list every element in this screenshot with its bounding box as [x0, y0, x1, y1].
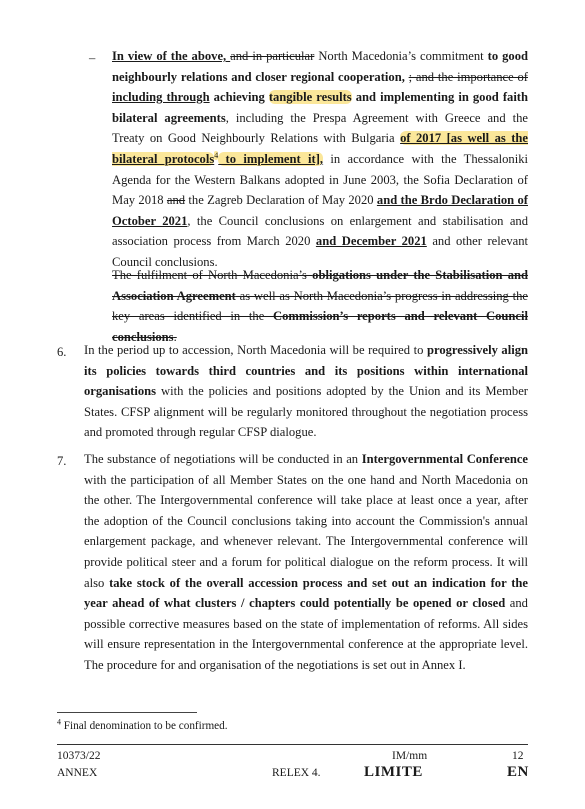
- footnote-mark: 4: [57, 717, 61, 727]
- text-run: of 2017 [as well as the bilateral protocols: [112, 131, 528, 166]
- bullet-paragraph: [112, 46, 528, 273]
- text-run: ; and the importance of: [408, 69, 528, 84]
- item-6-text: [84, 340, 528, 443]
- text-run: with the participation of all Member States on the one hand and North Macedonia on the other. The Intergovernmental conference will take place at least once a year, after the adoption of the Council conclusions taking into account the Commission's annual enlargement package, and whenever relevant. The Intergovernmental conference will provide political steer and a forum for political dialogue on the reform process. It will also: [84, 472, 528, 590]
- annex-label: ANNEX: [57, 767, 98, 779]
- text-run: achieving: [209, 90, 269, 105]
- text-run: Intergovernmental Conference: [361, 452, 529, 466]
- text-run: with the policies and positions adopted by the Union and its Member States. CFSP alignment will be regularly monitored throughout the negotiation process and promoted through regular CFSP dialogue.: [84, 384, 528, 440]
- text-run: tangible results: [268, 90, 352, 105]
- text-run: to implement it],: [218, 151, 324, 166]
- page-number: 12: [512, 750, 524, 762]
- bullet-dash: –: [89, 51, 96, 65]
- text-run: and other relevant Council conclusions.: [112, 234, 529, 269]
- text-run: Commission’s reports and relevant Council conclusions: [112, 309, 528, 344]
- text-run: , including the Prespa Agreement with Greece and the Treaty on Good Neighbourly Relations with Bulgaria: [112, 110, 528, 146]
- classification-label: LIMITE: [364, 764, 423, 780]
- text-run: including through: [112, 90, 210, 105]
- text-run: to good neighbourly relations and closer regional cooperation,: [112, 49, 528, 84]
- text-run: and: [166, 193, 186, 208]
- text-run: in accordance with the Thessaloniki Agenda for the Western Balkans adopted in June 2003, the Sofia Declaration of May 2018: [112, 151, 528, 208]
- text-run: obligations under the Stabilisation and Association Agreement: [112, 268, 529, 303]
- initials: IM/mm: [392, 750, 428, 762]
- text-run: and December 2021: [315, 234, 427, 249]
- text-run: The substance of negotiations will be conducted in an: [84, 452, 362, 466]
- text-run: In view of the above,: [112, 49, 231, 63]
- footnote-reference: 4: [214, 150, 219, 160]
- text-run: progressively align its policies towards third countries and its positions within international organisations: [84, 343, 529, 399]
- footer-divider: [57, 744, 528, 745]
- text-run: take stock of the overall accession process and set out an indication for the year ahead of what clusters / chapters could potentially be opened or closed: [84, 575, 528, 611]
- footnote-divider: [57, 712, 197, 713]
- text-run: as well as North Macedonia’s progress in addressing the key areas identified in the: [112, 288, 528, 324]
- text-run: and possible corrective measures based on the state of implementation of reforms. All sides will ensure representation in the Intergovernmental conference at the appropriate level. The procedure for and organisation of the negotiations is set out in Annex I.: [84, 596, 528, 672]
- language-code: EN: [507, 764, 529, 780]
- deleted-paragraph: [112, 265, 528, 347]
- text-run: the Zagreb Declaration of May 2020: [185, 193, 377, 208]
- text-run: and the Brdo Declaration of October 2021: [112, 193, 528, 228]
- text-run: and implementing in good faith bilateral agreements: [112, 90, 529, 125]
- item-7-text: [84, 449, 528, 676]
- footnote: [57, 717, 228, 732]
- item-number-6: 6.: [57, 345, 67, 359]
- text-run: North Macedonia’s commitment: [314, 49, 488, 63]
- text-run: In the period up to accession, North Macedonia will be required to: [84, 343, 427, 357]
- text-run: The fulfilment of North Macedonia’s: [112, 268, 313, 282]
- text-run: .: [173, 329, 177, 344]
- footnote-text: Final denomination to be confirmed.: [61, 720, 228, 732]
- item-number-7: 7.: [57, 454, 67, 468]
- text-run: , the Council conclusions on enlargement and stabilisation and association process from March 2020: [112, 213, 528, 249]
- department: RELEX 4.: [272, 767, 321, 779]
- text-run: and in particular: [230, 49, 315, 63]
- doc-number: 10373/22: [57, 750, 101, 762]
